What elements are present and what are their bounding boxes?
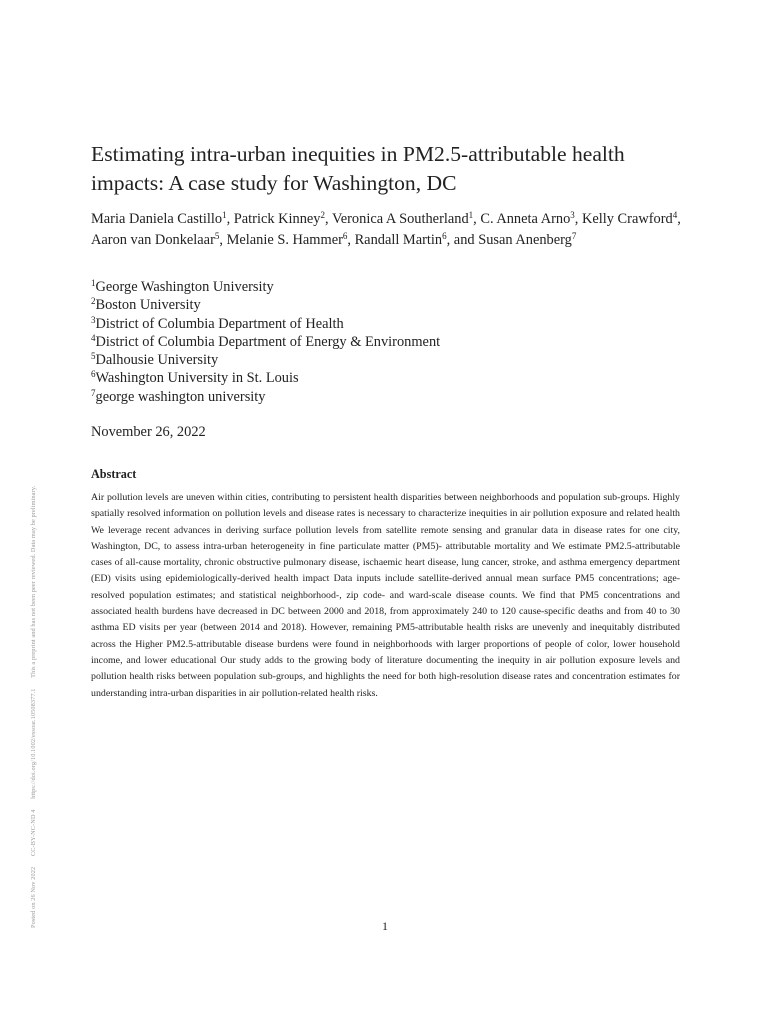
author-affiliation-mark: 3 bbox=[570, 210, 575, 220]
affiliation-name: george washington university bbox=[95, 388, 266, 405]
doi-link[interactable]: https://doi.org/10.1002/essoar.10508377.1 bbox=[30, 688, 37, 799]
affiliation-number: 2 bbox=[91, 296, 96, 307]
author-separator: , bbox=[219, 231, 227, 248]
author-name: Melanie S. Hammer bbox=[226, 231, 343, 248]
paper-title: Estimating intra-urban inequities in PM2.5-attributable health impacts: A case study for Washington, DC bbox=[91, 142, 625, 195]
page-number: 1 bbox=[382, 919, 388, 933]
affiliation-name: District of Columbia Department of Health bbox=[95, 315, 344, 332]
author-affiliation-mark: 2 bbox=[320, 210, 326, 220]
author-name: Maria Daniela Castillo bbox=[91, 211, 223, 227]
author-name: Patrick Kinney bbox=[233, 211, 321, 227]
abstract-heading: Abstract bbox=[91, 467, 137, 481]
affiliation-list bbox=[91, 278, 691, 406]
author-separator: , bbox=[574, 211, 582, 227]
author-affiliation-mark: 7 bbox=[571, 230, 577, 241]
affiliation-number: 5 bbox=[91, 351, 96, 362]
author-name: Veronica A Southerland bbox=[331, 211, 469, 227]
affiliation-number: 4 bbox=[91, 332, 96, 343]
affiliation-item bbox=[91, 315, 691, 333]
license: CC-BY-NC-ND 4 bbox=[30, 809, 37, 857]
author-separator: , bbox=[347, 231, 355, 248]
author-name: Susan Anenberg bbox=[478, 231, 572, 248]
preprint-sidebar bbox=[28, 200, 42, 930]
author-separator: , bbox=[226, 211, 234, 227]
author-name: Kelly Crawford bbox=[581, 211, 673, 227]
affiliation-item bbox=[91, 351, 691, 369]
affiliation-item bbox=[91, 369, 691, 387]
author-affiliation-mark: 6 bbox=[342, 230, 348, 241]
author-affiliation-mark: 5 bbox=[214, 230, 220, 241]
affiliation-name: District of Columbia Department of Energy & Environment bbox=[95, 333, 441, 350]
affiliation-item bbox=[91, 296, 691, 314]
author-affiliation-mark: 1 bbox=[468, 210, 474, 220]
affiliation-name: George Washington University bbox=[95, 279, 274, 295]
affiliation-number: 1 bbox=[91, 278, 96, 288]
preprint-disclaimer: This a preprint and has not been peer reviewed. Data may be preliminary. bbox=[30, 485, 37, 678]
author-separator: , bbox=[325, 211, 332, 227]
affiliation-item bbox=[91, 278, 691, 296]
affiliation-number: 3 bbox=[91, 314, 96, 325]
author-name: Aaron van Donkelaar bbox=[91, 231, 215, 248]
publication-date: November 26, 2022 bbox=[91, 424, 206, 440]
affiliation-name: Dalhousie University bbox=[95, 352, 219, 369]
author-list bbox=[91, 209, 691, 250]
posted-date: Posted on 26 Nov 2022 bbox=[30, 866, 37, 928]
abstract-body: Air pollution levels are uneven within cities, contributing to persistent health disparities between neighborhoods and population sub-groups. Highly spatially resolved information on pollution levels and disease rates is necessary to characterize inequities in air pollution exposure and related health We leverage recent advances in deriving surface pollution levels from satellite remote sensing and granular data in disease rates for one city, Washington, DC, to assess intra-urban heterogeneity in fine particulate matter (PM5)- attributable mortality and We estimate PM2.5-attributable cases of all-cause mortality, chronic obstructive pulmonary disease, ischaemic heart disease, lung cancer, stroke, and asthma emergency department (ED) visits using epidemiologically-derived health impact Data inputs include satellite-derived annual mean surface PM5 concentrations; age-resolved population estimates; and statistical neighborhood-, zip code- and ward-scale disease counts. We find that PM5 concentrations and associated health burdens have decreased in DC between 2000 and 2018, from approximately 240 to 120 cause-specific deaths and from 40 to 30 asthma ED visits per year (between 2014 and 2018). However, remaining PM5-attributable health risks are unevenly and inequitably distributed across the Higher PM2.5-attributable disease burdens were found in neighborhoods with larger proportions of people of color, lower household income, and lower educational Our study adds to the growing body of literature documenting the inequity in air pollution exposure levels and pollution health risks between population sub-groups, and highlights the need for both high-resolution disease rates and concentration estimates for understanding intra-urban disparities in air pollution-related health risks. bbox=[91, 492, 680, 699]
author-separator: , bbox=[677, 211, 681, 227]
affiliation-name: Boston University bbox=[95, 297, 201, 314]
affiliation-name: Washington University in St. Louis bbox=[95, 370, 299, 387]
author-affiliation-mark: 6 bbox=[442, 230, 447, 241]
author-final-separator: , and bbox=[446, 231, 479, 248]
preprint-notice bbox=[30, 477, 37, 928]
author-separator: , bbox=[473, 211, 481, 227]
affiliation-number: 7 bbox=[91, 387, 96, 398]
author-name: C. Anneta Arno bbox=[480, 211, 571, 227]
affiliation-item bbox=[91, 333, 691, 351]
affiliation-item bbox=[91, 388, 691, 406]
author-affiliation-mark: 4 bbox=[672, 210, 678, 220]
author-affiliation-mark: 1 bbox=[222, 210, 227, 220]
affiliation-number: 6 bbox=[91, 369, 96, 380]
author-name: Randall Martin bbox=[354, 231, 443, 248]
